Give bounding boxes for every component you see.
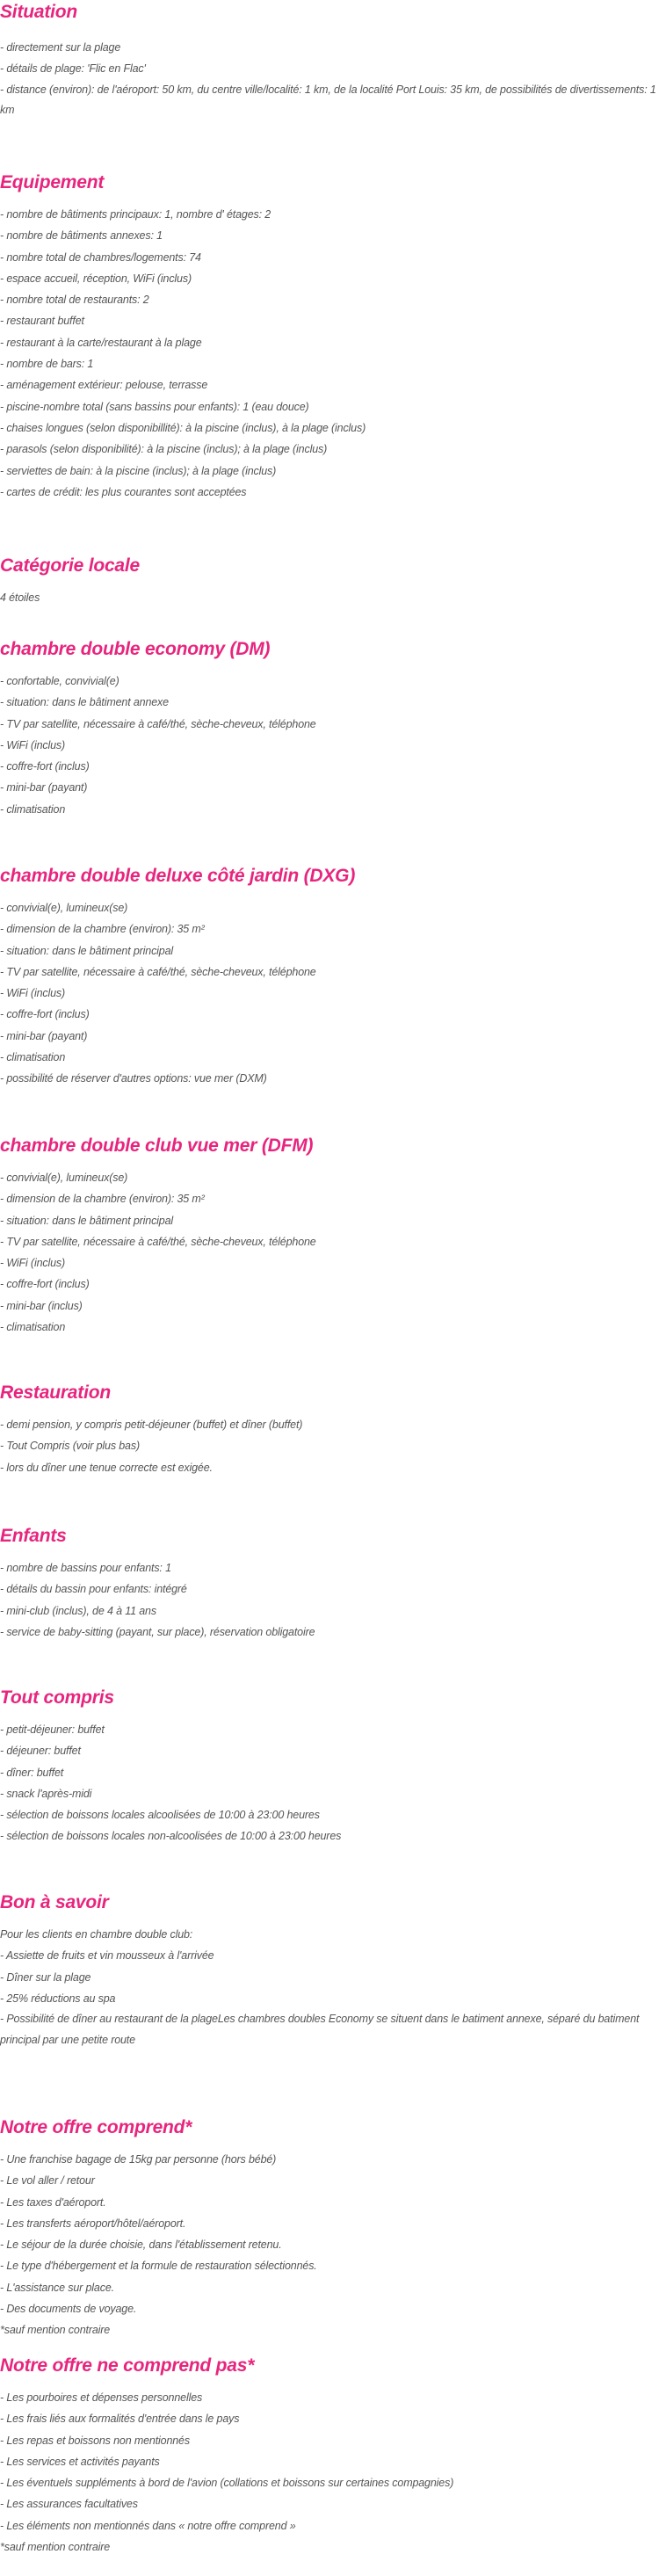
text-line: - parasols (selon disponibilité): à la piscine (inclus); à la plage (inclus) — [0, 443, 328, 456]
text-line: - déjeuner: buffet — [0, 1745, 81, 1758]
text-line: - climatisation — [0, 1051, 66, 1064]
text-line: - Les éventuels suppléments à bord de l'avion (collations et boissons sur certaines compagnies) — [0, 2477, 454, 2490]
section-lines — [0, 37, 664, 121]
section-title-categorie: Catégorie locale — [0, 555, 141, 576]
text-line: - restaurant à la carte/restaurant à la plage — [0, 336, 202, 349]
section-restauration — [0, 1382, 664, 1478]
text-line: - 25% réductions au spa — [0, 1992, 116, 2005]
text-line: - TV par satellite, nécessaire à café/thé, sèche-cheveux, téléphone — [0, 1235, 316, 1248]
text-line: - serviettes de bain: à la piscine (inclus); à la plage (inclus) — [0, 464, 277, 477]
text-line: - nombre de bâtiments annexes: 1 — [0, 229, 163, 243]
section-tout-compris — [0, 1687, 664, 1847]
section-lines — [0, 1167, 664, 1338]
text-line: - restaurant buffet — [0, 315, 84, 328]
section-title-restauration: Restauration — [0, 1382, 111, 1403]
text-line: - convivial(e), lumineux(se) — [0, 902, 128, 914]
text-line: - situation: dans le bâtiment annexe — [0, 696, 169, 709]
text-line: - espace accueil, réception, WiFi (inclus) — [0, 272, 192, 285]
section-title-chambre-club: chambre double club vue mer (DFM) — [0, 1136, 314, 1156]
text-line: - climatisation — [0, 802, 66, 816]
text-line: - Le séjour de la durée choisie, dans l'établissement retenu. — [0, 2239, 282, 2252]
text-line: - mini-bar (inclus) — [0, 1299, 83, 1312]
section-enfants — [0, 1526, 664, 1643]
text-line: - Les services et activités payants — [0, 2455, 160, 2468]
text-line: - détails du bassin pour enfants: intégré — [0, 1583, 187, 1596]
text-line: *sauf mention contraire — [0, 2541, 111, 2554]
text-line: - snack l'après-midi — [0, 1787, 92, 1800]
section-situation — [0, 2, 664, 121]
text-line: 4 étoiles — [0, 591, 40, 604]
text-line: - Assiette de fruits et vin mousseux à l'arrivée — [0, 1949, 214, 1963]
text-line: - aménagement extérieur: pelouse, terrasse — [0, 379, 208, 392]
section-offre-ne-comprend-pas — [0, 2355, 664, 2558]
text-line: - coffre-fort (inclus) — [0, 1008, 90, 1021]
text-line: - Des documents de voyage. — [0, 2303, 137, 2316]
text-line: - nombre total de restaurants: 2 — [0, 294, 149, 307]
section-lines — [0, 1924, 664, 2050]
section-title-offre-comprend: Notre offre comprend* — [0, 2117, 192, 2137]
text-line: - Le type d'hébergement et la formule de restauration sélectionnés. — [0, 2260, 317, 2273]
text-line: - demi pension, y compris petit-déjeuner (buffet) et dîner (buffet) — [0, 1419, 303, 1431]
section-offre-comprend — [0, 2117, 664, 2341]
section-title-tout-compris: Tout compris — [0, 1687, 114, 1708]
text-line: - situation: dans le bâtiment principal — [0, 944, 174, 957]
section-categorie-locale — [0, 555, 664, 608]
section-lines — [0, 1557, 664, 1643]
text-line: - Les frais liés aux formalités d'entrée dans le pays — [0, 2413, 240, 2426]
text-line: - coffre-fort (inclus) — [0, 760, 90, 773]
text-line: - nombre total de chambres/logements: 74 — [0, 250, 201, 264]
text-line: - L'assistance sur place. — [0, 2281, 114, 2294]
text-line: - Tout Compris (voir plus bas) — [0, 1440, 140, 1453]
text-line: - dimension de la chambre (environ): 35 m² — [0, 923, 205, 936]
section-bon-a-savoir — [0, 1892, 664, 2050]
text-line: - piscine-nombre total (sans bassins pour enfants): 1 (eau douce) — [0, 400, 309, 413]
text-line: - distance (environ): de l'aéroport: 50 km, du centre ville/localité: 1 km, de la localité Port Louis: 35 km, de possibilités de divertissements: 1 km — [0, 83, 656, 117]
section-lines — [0, 204, 664, 503]
text-line: - mini-club (inclus), de 4 à 11 ans — [0, 1604, 156, 1617]
section-chambre-club — [0, 1136, 664, 1338]
text-line: - chaises longues (selon disponibillité): à la piscine (inclus), à la plage (inclus) — [0, 421, 366, 434]
text-line: - Les pourboires et dépenses personnelles — [0, 2391, 203, 2404]
text-line: - mini-bar (payant) — [0, 1029, 88, 1042]
text-line: - sélection de boissons locales non-alcoolisées de 10:00 à 23:00 heures — [0, 1830, 342, 1843]
text-line: - convivial(e), lumineux(se) — [0, 1172, 128, 1184]
section-title-situation: Situation — [0, 2, 78, 22]
section-title-equipement: Equipement — [0, 172, 105, 192]
text-line: - Dîner sur la plage — [0, 1970, 91, 1984]
section-lines — [0, 2149, 664, 2341]
text-line: *sauf mention contraire — [0, 2324, 111, 2337]
text-line: - WiFi (inclus) — [0, 738, 66, 751]
section-title-chambre-deluxe: chambre double deluxe côté jardin (DXG) — [0, 866, 356, 886]
section-lines — [0, 897, 664, 1090]
text-line: - climatisation — [0, 1321, 66, 1334]
text-line: - WiFi (inclus) — [0, 1257, 66, 1270]
text-line: - nombre de bars: 1 — [0, 358, 94, 371]
section-lines — [0, 1719, 664, 1847]
text-line: - Les taxes d'aéroport. — [0, 2195, 106, 2209]
text-line: - directement sur la plage — [0, 41, 121, 54]
section-title-chambre-economy: chambre double economy (DM) — [0, 639, 271, 659]
text-line: - TV par satellite, nécessaire à café/thé, sèche-cheveux, téléphone — [0, 717, 316, 730]
text-line: - Possibilité de dîner au restaurant de la plageLes chambres doubles Economy se situent dans le batiment annexe, séparé du batiment principal par une petite route — [0, 2013, 640, 2046]
section-chambre-deluxe — [0, 866, 664, 1090]
text-line: - possibilité de réserver d'autres options: vue mer (DXM) — [0, 1072, 267, 1085]
text-line: - cartes de crédit: les plus courantes sont acceptées — [0, 485, 247, 498]
text-line: - Le vol aller / retour — [0, 2174, 95, 2188]
section-title-bon-a-savoir: Bon à savoir — [0, 1892, 109, 1912]
section-equipement — [0, 172, 664, 503]
section-lines — [0, 587, 664, 608]
section-chambre-economy — [0, 639, 664, 820]
text-line: - coffre-fort (inclus) — [0, 1278, 90, 1291]
text-line: - Les assurances facultatives — [0, 2498, 138, 2511]
text-line: - dimension de la chambre (environ): 35 m² — [0, 1193, 205, 1206]
section-lines — [0, 671, 664, 820]
text-line: - sélection de boissons locales alcoolisées de 10:00 à 23:00 heures — [0, 1809, 320, 1822]
text-line: - Les transferts aéroport/hôtel/aéroport. — [0, 2217, 186, 2230]
text-line: - Une franchise bagage de 15kg par personne (hors bébé) — [0, 2153, 277, 2166]
text-line: - service de baby-sitting (payant, sur place), réservation obligatoire — [0, 1625, 315, 1638]
section-title-enfants: Enfants — [0, 1526, 67, 1546]
text-line: - détails de plage: 'Flic en Flac' — [0, 62, 146, 76]
text-line: - WiFi (inclus) — [0, 987, 66, 1000]
text-line: - Les éléments non mentionnés dans « notre offre comprend » — [0, 2519, 296, 2532]
section-lines — [0, 1414, 664, 1478]
text-line: - lors du dîner une tenue correcte est exigée. — [0, 1461, 213, 1474]
text-line: - Les repas et boissons non mentionnés — [0, 2434, 190, 2447]
text-line: - petit-déjeuner: buffet — [0, 1723, 105, 1736]
text-line: - nombre de bassins pour enfants: 1 — [0, 1562, 171, 1574]
text-line: - confortable, convivial(e) — [0, 675, 119, 687]
text-line: - dîner: buffet — [0, 1766, 64, 1779]
section-title-offre-ne-comprend-pas: Notre offre ne comprend pas* — [0, 2355, 255, 2376]
text-line: - situation: dans le bâtiment principal — [0, 1214, 174, 1227]
section-lines — [0, 2387, 664, 2558]
text-line: - TV par satellite, nécessaire à café/thé, sèche-cheveux, téléphone — [0, 965, 316, 978]
text-line: - nombre de bâtiments principaux: 1, nombre d' étages: 2 — [0, 208, 271, 221]
text-line: - mini-bar (payant) — [0, 781, 88, 795]
text-line: Pour les clients en chambre double club: — [0, 1928, 193, 1941]
